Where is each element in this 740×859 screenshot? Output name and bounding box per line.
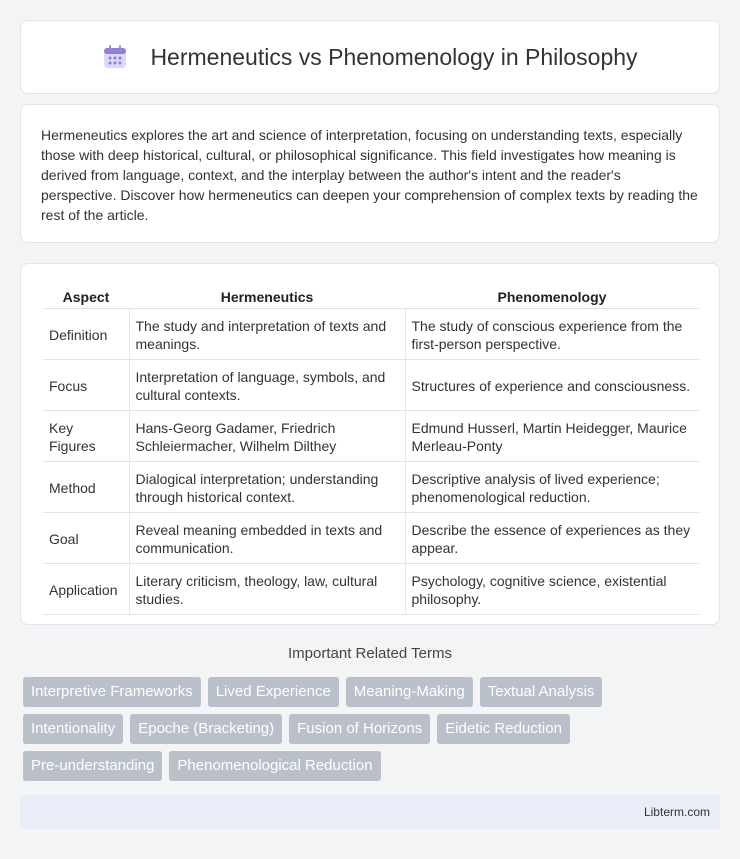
column-header-phenomenology: Phenomenology: [405, 286, 699, 308]
table-row: [43, 512, 699, 563]
intro-text: Hermeneutics explores the art and science of interpretation, focusing on understanding texts, especially those with deep historical, cultural, or philosophical significance. This field investigates how meaning is derived from language, context, and the interplay between the author's intent and the reader's perspective. Discover how hermeneutics can deepen your comprehension of complex texts by reading the rest of the article.: [41, 127, 698, 223]
hermeneutics-cell: Interpretation of language, symbols, and cultural contexts.: [129, 359, 405, 410]
table-row: [43, 308, 699, 359]
hermeneutics-cell: Reveal meaning embedded in texts and communication.: [129, 512, 405, 563]
calendar-icon: [102, 44, 128, 70]
aspect-cell: Goal: [43, 512, 129, 563]
page-title: Hermeneutics vs Phenomenology in Philosophy: [150, 43, 638, 70]
related-terms-list: [23, 677, 723, 788]
related-term-tag[interactable]: Pre-understanding: [23, 751, 162, 781]
related-term-tag[interactable]: Textual Analysis: [480, 677, 603, 707]
footer: [20, 795, 720, 829]
related-term-tag[interactable]: Epoche (Bracketing): [130, 714, 282, 744]
intro-card: [20, 104, 720, 243]
aspect-cell: Application: [43, 563, 129, 614]
phenomenology-cell: Descriptive analysis of lived experience; phenomenological reduction.: [405, 461, 699, 512]
related-term-tag[interactable]: Phenomenological Reduction: [169, 751, 380, 781]
phenomenology-cell: The study of conscious experience from the first-person perspective.: [405, 308, 699, 359]
table-row: [43, 359, 699, 410]
hermeneutics-cell: Hans-Georg Gadamer, Friedrich Schleiermacher, Wilhelm Dilthey: [129, 410, 405, 461]
table-row: [43, 410, 699, 461]
aspect-cell: Focus: [43, 359, 129, 410]
aspect-cell: Key Figures: [43, 410, 129, 461]
hermeneutics-cell: Literary criticism, theology, law, cultural studies.: [129, 563, 405, 614]
footer-brand[interactable]: Libterm.com: [643, 805, 710, 819]
phenomenology-cell: Edmund Husserl, Martin Heidegger, Maurice Merleau-Ponty: [405, 410, 699, 461]
related-term-tag[interactable]: Lived Experience: [208, 677, 339, 707]
related-term-tag[interactable]: Meaning-Making: [346, 677, 473, 707]
column-header-hermeneutics: Hermeneutics: [129, 286, 405, 308]
header-card: [20, 20, 720, 94]
related-term-tag[interactable]: Fusion of Horizons: [289, 714, 430, 744]
related-term-tag[interactable]: Eidetic Reduction: [437, 714, 570, 744]
table-header-row: [43, 286, 699, 308]
table-row: [43, 461, 699, 512]
hermeneutics-cell: Dialogical interpretation; understanding through historical context.: [129, 461, 405, 512]
tag-row: [23, 677, 723, 707]
table-row: [43, 563, 699, 614]
phenomenology-cell: Structures of experience and consciousness.: [405, 359, 699, 410]
related-terms-heading: Important Related Terms: [288, 645, 452, 662]
related-term-tag[interactable]: Interpretive Frameworks: [23, 677, 201, 707]
tag-row: [23, 751, 723, 781]
hermeneutics-cell: The study and interpretation of texts and meanings.: [129, 308, 405, 359]
column-header-aspect: Aspect: [43, 286, 129, 308]
phenomenology-cell: Psychology, cognitive science, existential philosophy.: [405, 563, 699, 614]
tag-row: [23, 714, 723, 744]
comparison-table-card: [20, 263, 720, 625]
phenomenology-cell: Describe the essence of experiences as they appear.: [405, 512, 699, 563]
related-term-tag[interactable]: Intentionality: [23, 714, 123, 744]
aspect-cell: Method: [43, 461, 129, 512]
comparison-table: [43, 286, 699, 615]
aspect-cell: Definition: [43, 308, 129, 359]
